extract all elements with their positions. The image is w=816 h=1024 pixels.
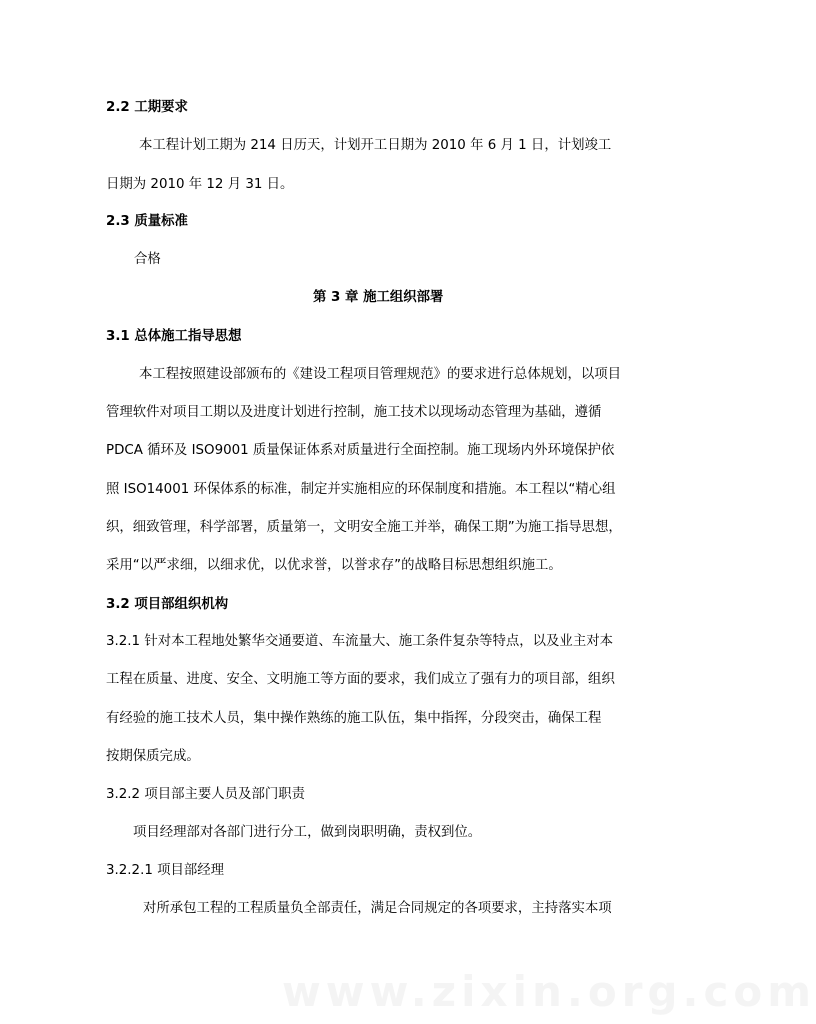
paragraph-line: 照 ISO14001 环保体系的标准，制定并实施相应的环保制度和措施。本工程以“精心组 xyxy=(106,482,616,497)
watermark: www.zixin.org.com xyxy=(282,967,816,1016)
paragraph-line: 合格 xyxy=(134,252,161,267)
subheading-3-2-2: 3.2.2 项目部主要人员及部门职责 xyxy=(106,787,306,802)
paragraph-line: 本工程按照建设部颁布的《建设工程项目管理规范》的要求进行总体规划，以项目 xyxy=(139,367,622,382)
heading-3-1: 3.1 总体施工指导思想 xyxy=(106,329,242,344)
paragraph-line: 有经验的施工技术人员，集中操作熟练的施工队伍，集中指挥，分段突击，确保工程 xyxy=(106,711,602,726)
paragraph-line: 管理软件对项目工期以及进度计划进行控制，施工技术以现场动态管理为基础，遵循 xyxy=(106,405,602,420)
paragraph-line: PDCA 循环及 ISO9001 质量保证体系对质量进行全面控制。施工现场内外环境保护依 xyxy=(106,443,615,458)
heading-2-2: 2.2 工期要求 xyxy=(106,100,188,115)
heading-3-2: 3.2 项目部组织机构 xyxy=(106,597,229,612)
heading-2-3: 2.3 质量标准 xyxy=(106,214,188,229)
paragraph-line: 按期保质完成。 xyxy=(106,749,200,764)
paragraph-line: 3.2.1 针对本工程地处繁华交通要道、车流量大、施工条件复杂等特点，以及业主对本 xyxy=(106,634,613,649)
paragraph-line: 项目经理部对各部门进行分工，做到岗职明确，责权到位。 xyxy=(133,825,482,840)
paragraph-line: 本工程计划工期为 214 日历天，计划开工日期为 2010 年 6 月 1 日，计划竣工 xyxy=(139,138,612,153)
paragraph-line: 工程在质量、进度、安全、文明施工等方面的要求，我们成立了强有力的项目部，组织 xyxy=(106,672,615,687)
paragraph-line: 对所承包工程的工程质量负全部责任，满足合同规定的各项要求，主持落实本项 xyxy=(143,901,612,916)
subheading-3-2-2-1: 3.2.2.1 项目部经理 xyxy=(106,863,225,878)
paragraph-line: 采用“以严求细，以细求优，以优求誉，以誉求存”的战略目标思想组织施工。 xyxy=(106,558,562,573)
chapter-heading: 第 3 章 施工组织部署 xyxy=(313,290,444,305)
paragraph-line: 日期为 2010 年 12 月 31 日。 xyxy=(106,177,294,192)
paragraph-line: 织，细致管理，科学部署，质量第一，文明安全施工并举，确保工期”为施工指导思想， xyxy=(106,520,622,535)
